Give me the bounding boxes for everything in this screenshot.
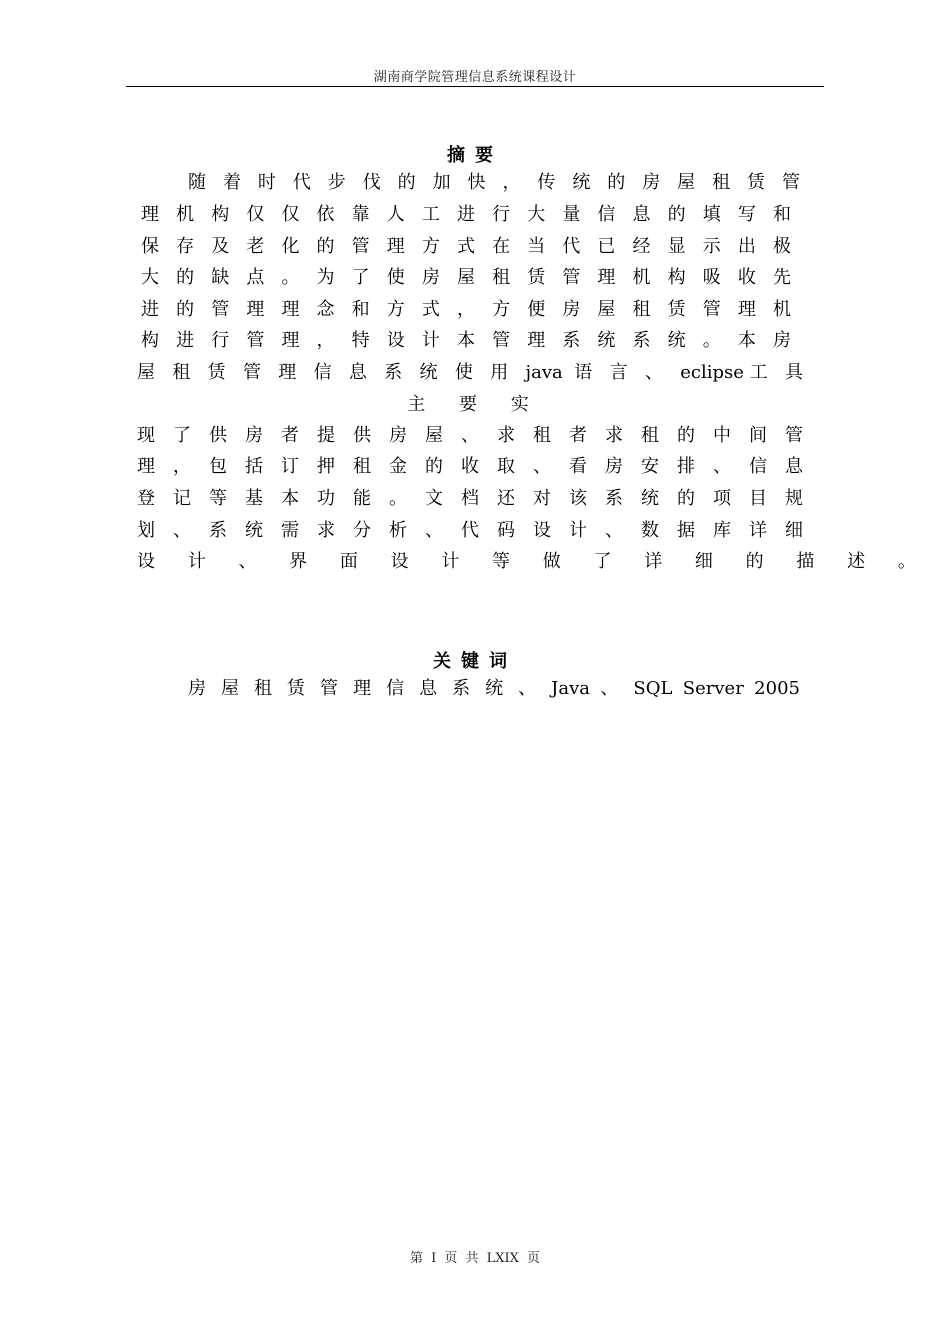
abstract-line: 理 机 构 仅 仅 依 靠 人 工 进 行 大 量 信 息 的 填 写 和 [141,204,791,225]
keywords-text: 房 屋 租 赁 管 理 信 息 系 统 、 Java 、 SQL Server 2005 [188,678,800,699]
header-rule [126,86,824,87]
abstract-line: 大 的 缺 点 。 为 了 使 房 屋 租 赁 管 理 机 构 吸 收 先 [141,267,791,288]
abstract-line: 构 进 行 管 理 ， 特 设 计 本 管 理 系 统 系 统 。 本 房 [141,330,791,351]
abstract-line: 登 记 等 基 本 功 能 。 文 档 还 对 该 系 统 的 项 目 规 [137,488,803,509]
abstract-line: 主 要 实 [407,394,543,415]
abstract-line: 进 的 管 理 理 念 和 方 式 ， 方 便 房 屋 租 赁 管 理 机 [141,299,791,320]
abstract-line: 随 着 时 代 步 伐 的 加 快 ， 传 统 的 房 屋 租 赁 管 [188,172,800,193]
abstract-line: 设 计 、 界 面 设 计 等 做 了 详 细 的 描 述 。 [137,551,930,572]
abstract-line: 理 ， 包 括 订 押 租 金 的 收 取 、 看 房 安 排 、 信 息 [137,456,803,477]
abstract-line: 保 存 及 老 化 的 管 理 方 式 在 当 代 已 经 显 示 出 极 [141,236,791,257]
abstract-line: 划 、 系 统 需 求 分 析 、 代 码 设 计 、 数 据 库 详 细 [137,520,803,541]
keywords-title: 关键词 [433,651,517,672]
abstract-title: 摘要 [447,145,503,166]
page-header: 湖南商学院管理信息系统课程设计 [373,70,577,85]
abstract-line: 屋 租 赁 管 理 信 息 系 统 使 用 java 语 言 、 eclipse工 具 [137,362,803,383]
page-footer: 第 I 页 共 LXIX 页 [409,1251,541,1266]
abstract-line: 现 了 供 房 者 提 供 房 屋 、 求 租 者 求 租 的 中 间 管 [137,425,803,446]
